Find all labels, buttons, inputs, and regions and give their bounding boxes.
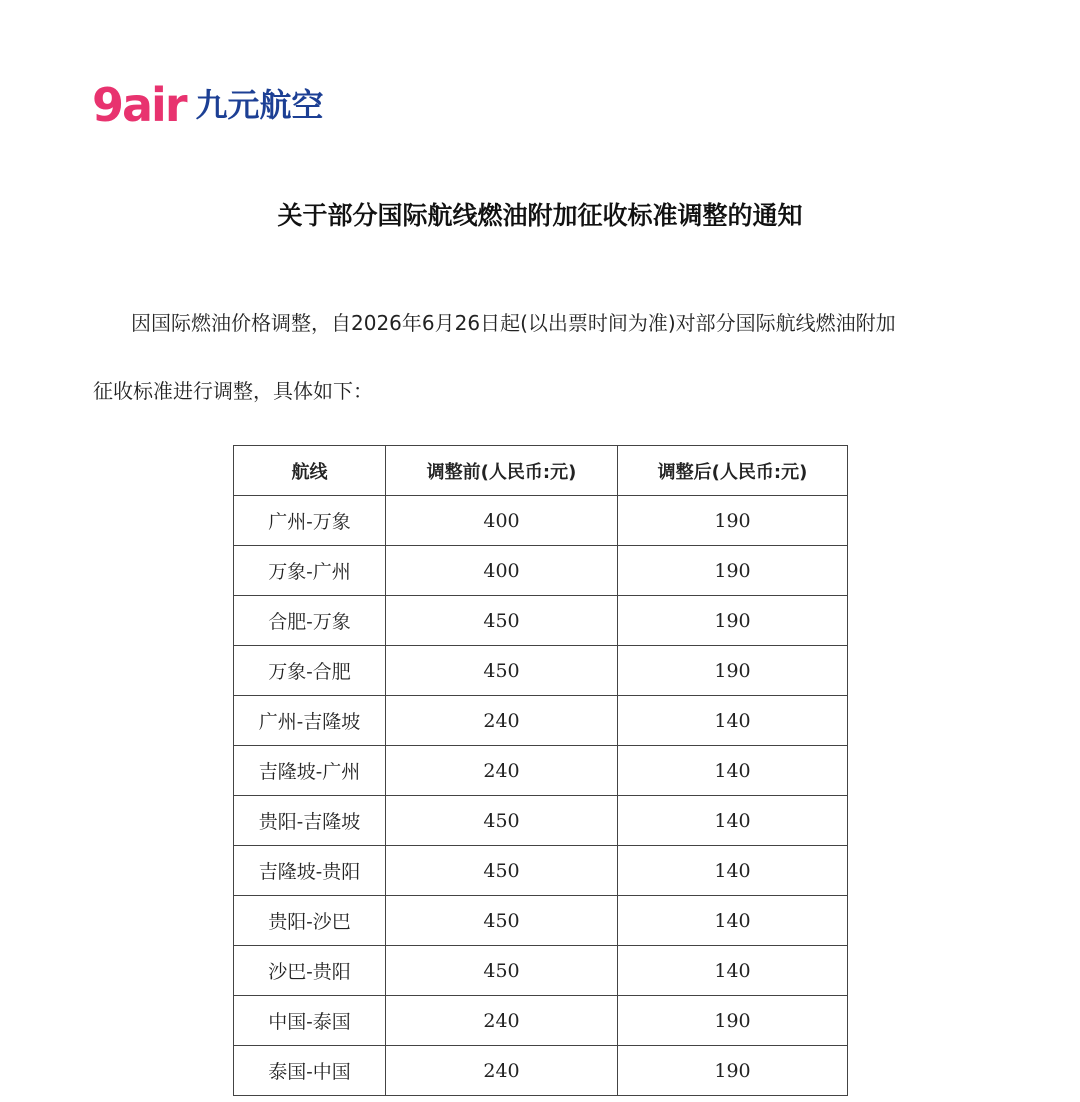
table-row xyxy=(234,996,848,1046)
after-price-cell: 140 xyxy=(618,696,848,746)
before-price-cell: 450 xyxy=(386,896,618,946)
before-price-cell: 450 xyxy=(386,646,618,696)
table-body xyxy=(234,496,848,1096)
before-price-cell: 450 xyxy=(386,946,618,996)
route-cell: 贵阳-沙巴 xyxy=(234,896,386,946)
table-row xyxy=(234,1046,848,1096)
route-cell: 合肥-万象 xyxy=(234,596,386,646)
airline-logo xyxy=(92,80,324,130)
logo-wordmark-en: 9air xyxy=(92,78,186,132)
after-price-cell: 190 xyxy=(618,546,848,596)
notice-title: 关于部分国际航线燃油附加征收标准调整的通知 xyxy=(277,201,803,230)
header-before: 调整前(人民币:元) xyxy=(386,446,618,496)
table-row xyxy=(234,646,848,696)
table-row xyxy=(234,796,848,846)
route-cell: 吉隆坡-贵阳 xyxy=(234,846,386,896)
before-price-cell: 240 xyxy=(386,746,618,796)
before-price-cell: 240 xyxy=(386,996,618,1046)
after-price-cell: 190 xyxy=(618,646,848,696)
before-price-cell: 400 xyxy=(386,496,618,546)
before-price-cell: 450 xyxy=(386,796,618,846)
route-cell: 沙巴-贵阳 xyxy=(234,946,386,996)
after-price-cell: 140 xyxy=(618,846,848,896)
header-after: 调整后(人民币:元) xyxy=(618,446,848,496)
table-row xyxy=(234,696,848,746)
table-row xyxy=(234,596,848,646)
table-row xyxy=(234,946,848,996)
route-cell: 广州-吉隆坡 xyxy=(234,696,386,746)
notice-body-line-2: 征收标准进行调整，具体如下： xyxy=(93,379,373,403)
route-cell: 广州-万象 xyxy=(234,496,386,546)
table-row xyxy=(234,846,848,896)
after-price-cell: 140 xyxy=(618,796,848,846)
before-price-cell: 400 xyxy=(386,546,618,596)
table-header-row xyxy=(234,446,848,496)
route-cell: 中国-泰国 xyxy=(234,996,386,1046)
before-price-cell: 240 xyxy=(386,696,618,746)
route-cell: 贵阳-吉隆坡 xyxy=(234,796,386,846)
after-price-cell: 140 xyxy=(618,946,848,996)
after-price-cell: 190 xyxy=(618,496,848,546)
table-row xyxy=(234,546,848,596)
notice-body-line-1: 因国际燃油价格调整，自2026年6月26日起(以出票时间为准)对部分国际航线燃油附加 xyxy=(131,311,896,335)
after-price-cell: 190 xyxy=(618,1046,848,1096)
before-price-cell: 450 xyxy=(386,846,618,896)
route-cell: 泰国-中国 xyxy=(234,1046,386,1096)
after-price-cell: 190 xyxy=(618,996,848,1046)
before-price-cell: 240 xyxy=(386,1046,618,1096)
logo-wordmark-cn: 九元航空 xyxy=(195,86,324,124)
route-cell: 吉隆坡-广州 xyxy=(234,746,386,796)
table-row xyxy=(234,896,848,946)
table-row xyxy=(234,746,848,796)
after-price-cell: 140 xyxy=(618,896,848,946)
table-row xyxy=(234,496,848,546)
after-price-cell: 190 xyxy=(618,596,848,646)
fuel-surcharge-table xyxy=(233,445,848,1096)
header-route: 航线 xyxy=(234,446,386,496)
after-price-cell: 140 xyxy=(618,746,848,796)
before-price-cell: 450 xyxy=(386,596,618,646)
route-cell: 万象-广州 xyxy=(234,546,386,596)
route-cell: 万象-合肥 xyxy=(234,646,386,696)
